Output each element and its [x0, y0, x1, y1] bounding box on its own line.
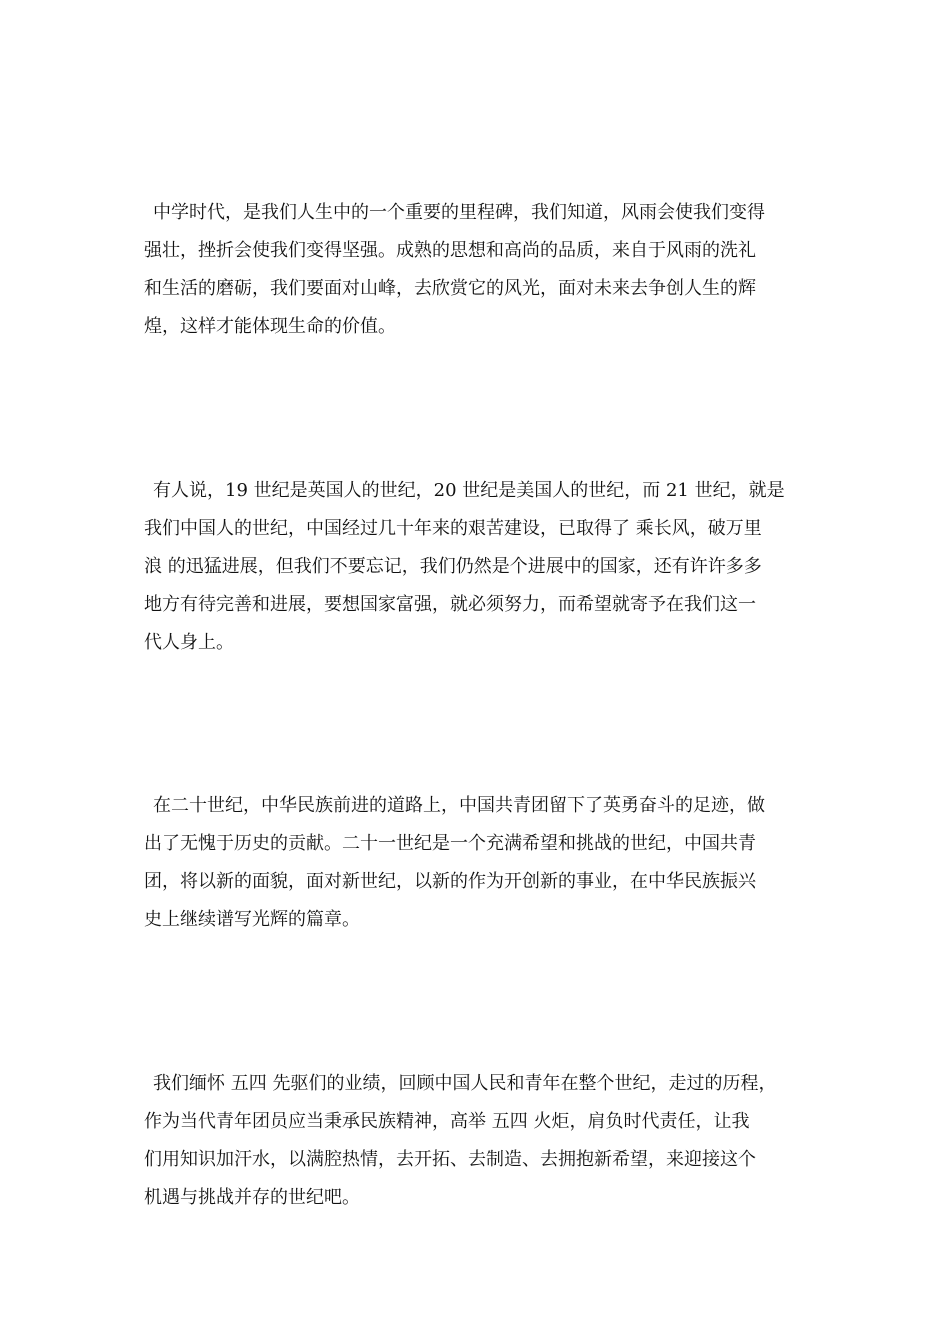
paragraph-line: 团，将以新的面貌，面对新世纪，以新的作为开创新的事业，在中华民族振兴	[144, 871, 756, 892]
paragraph-line: 代人身上。	[144, 632, 234, 653]
paragraph-line: 我们缅怀 五四 先驱们的业绩，回顾中国人民和青年在整个世纪，走过的历程，	[153, 1073, 777, 1094]
paragraph-line: 作为当代青年团员应当秉承民族精神，高举 五四 火炬，肩负时代责任，让我	[144, 1111, 750, 1132]
paragraph-line: 和生活的磨砺，我们要面对山峰，去欣赏它的风光，面对未来去争创人生的辉	[144, 278, 756, 299]
paragraph-line: 浪 的迅猛进展，但我们不要忘记，我们仍然是个进展中的国家，还有许许多多	[144, 556, 762, 577]
paragraph-line: 们用知识加汗水，以满腔热情，去开拓、去制造、去拥抱新希望，来迎接这个	[144, 1149, 756, 1170]
paragraph-line: 出了无愧于历史的贡献。二十一世纪是一个充满希望和挑战的世纪，中国共青	[144, 833, 756, 854]
paragraph-line: 地方有待完善和进展，要想国家富强，就必须努力，而希望就寄予在我们这一	[144, 594, 756, 615]
paragraph-line: 中学时代，是我们人生中的一个重要的里程碑，我们知道，风雨会使我们变得	[153, 202, 765, 223]
paragraph-line: 史上继续谱写光辉的篇章。	[144, 909, 360, 930]
paragraph-line: 机遇与挑战并存的世纪吧。	[144, 1187, 360, 1208]
paragraph-line: 有人说，19 世纪是英国人的世纪，20 世纪是美国人的世纪，而 21 世纪，就是	[153, 480, 785, 501]
paragraph-line: 煌，这样才能体现生命的价值。	[144, 316, 396, 337]
paragraph-line: 强壮，挫折会使我们变得坚强。成熟的思想和高尚的品质，来自于风雨的洗礼	[144, 240, 756, 261]
paragraph-line: 我们中国人的世纪，中国经过几十年来的艰苦建设，已取得了 乘长风，破万里	[144, 518, 762, 539]
paragraph-line: 在二十世纪，中华民族前进的道路上，中国共青团留下了英勇奋斗的足迹，做	[153, 795, 765, 816]
